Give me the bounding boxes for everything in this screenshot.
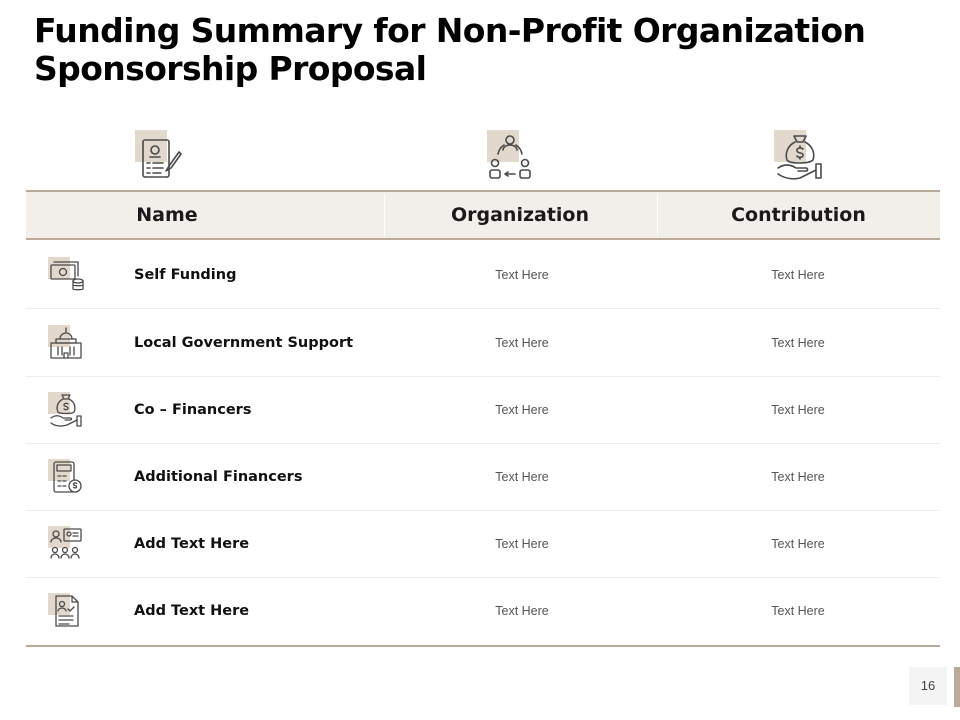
row-name: Self Funding: [134, 267, 237, 283]
row-contribution: Text Here: [771, 268, 825, 282]
header-name: Name: [136, 204, 198, 226]
page-accent-bar: [954, 667, 960, 707]
row-organization: Text Here: [495, 403, 549, 417]
slide-title-line-1: Funding Summary for Non-Profit Organization: [34, 11, 866, 50]
table-row: [26, 578, 940, 647]
slide-title-line-2: Sponsorship Proposal: [34, 49, 427, 88]
table-row: [26, 242, 940, 309]
money-bag-hand-icon: [48, 392, 84, 428]
row-name: Local Government Support: [134, 335, 354, 351]
table-row: [26, 444, 940, 511]
row-organization: Text Here: [495, 604, 549, 618]
team-id-card-icon: [48, 526, 84, 562]
row-name: Additional Financers: [134, 469, 303, 485]
government-building-icon: [48, 325, 84, 361]
calculator-dollar-icon: [48, 459, 84, 495]
header-organization: Organization: [450, 204, 590, 226]
slide-title: [34, 12, 914, 88]
row-organization: Text Here: [495, 470, 549, 484]
row-name: Co – Financers: [134, 402, 252, 418]
row-contribution: Text Here: [771, 470, 825, 484]
row-organization: Text Here: [495, 537, 549, 551]
row-name: Add Text Here: [134, 536, 250, 552]
row-contribution: Text Here: [771, 537, 825, 551]
table-row: [26, 310, 940, 377]
money-bag-hand-icon: [774, 130, 826, 182]
checklist-document-icon: [48, 593, 84, 629]
row-organization: Text Here: [495, 268, 549, 282]
table-row: [26, 511, 940, 578]
team-cycle-icon: [487, 130, 539, 182]
page-number: 16: [909, 667, 947, 705]
header-contribution: Contribution: [731, 204, 866, 226]
row-contribution: Text Here: [771, 336, 825, 350]
table-row: [26, 377, 940, 444]
cash-coins-icon: [48, 257, 84, 293]
row-contribution: Text Here: [771, 403, 825, 417]
document-user-icon: [135, 130, 187, 182]
table-header: [26, 190, 940, 240]
row-contribution: Text Here: [771, 604, 825, 618]
row-organization: Text Here: [495, 336, 549, 350]
row-name: Add Text Here: [134, 603, 250, 619]
